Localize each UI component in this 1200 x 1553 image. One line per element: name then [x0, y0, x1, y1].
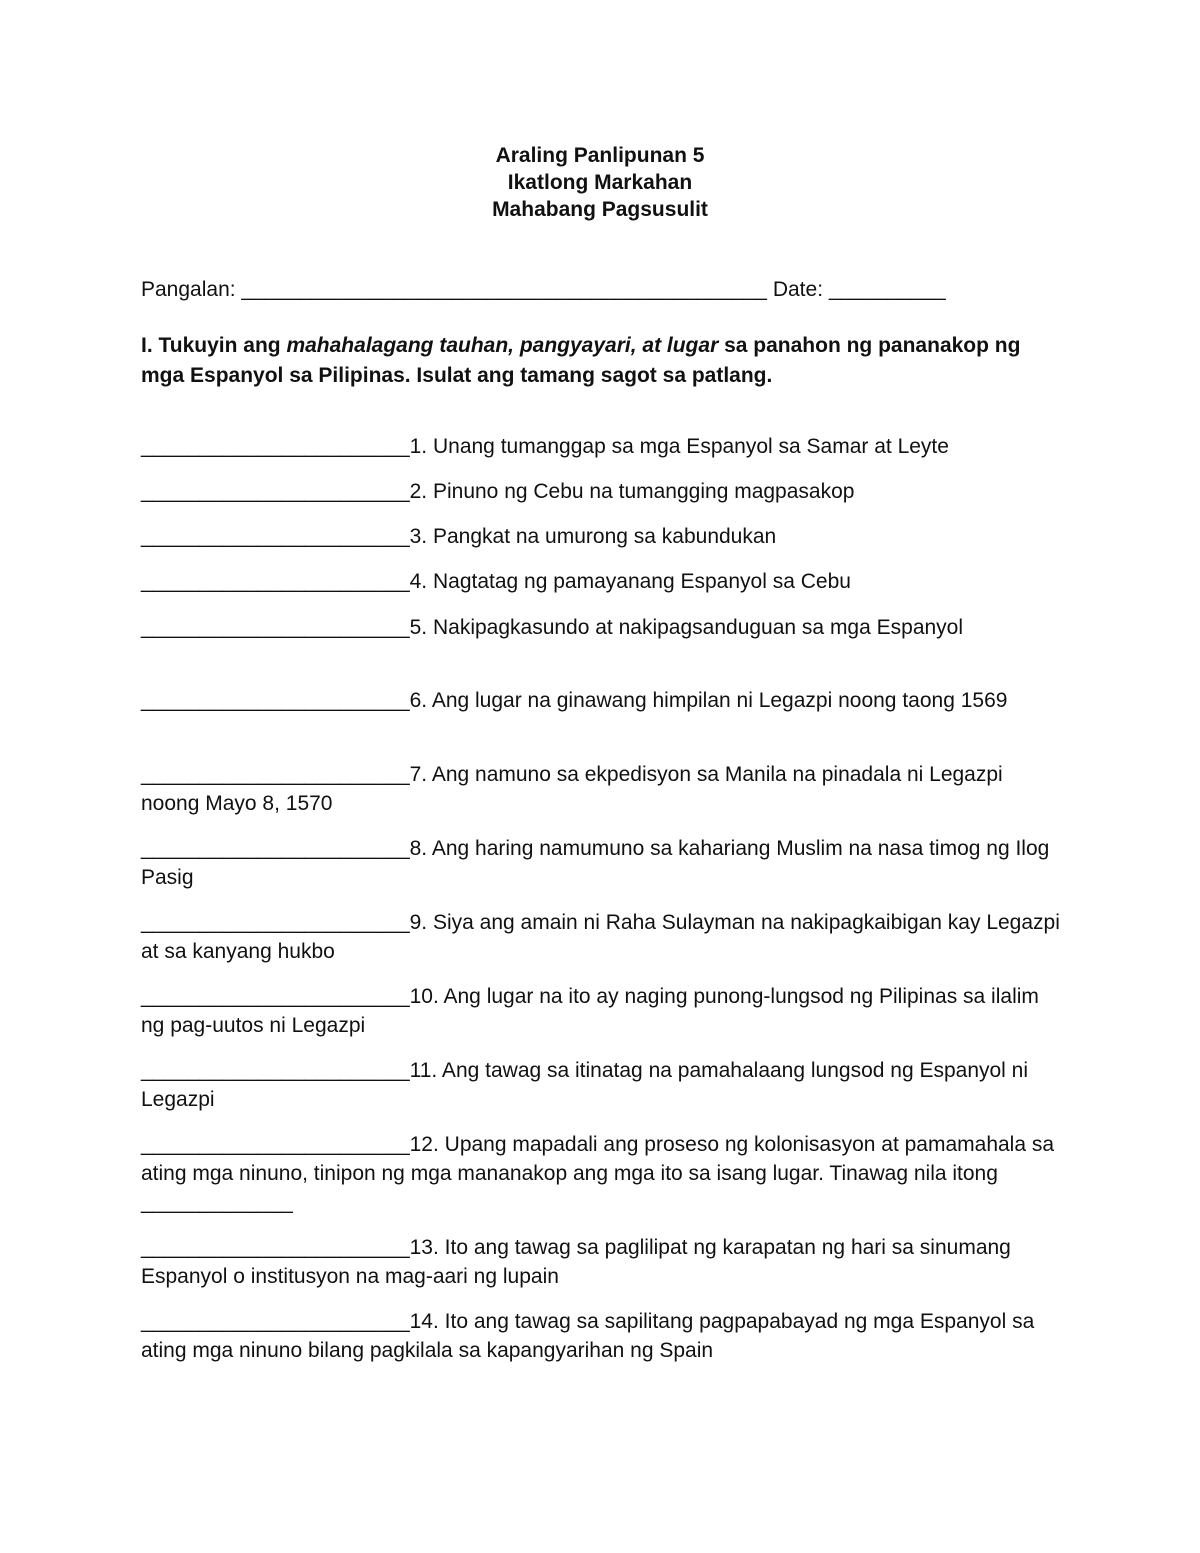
question-item: [141, 834, 1066, 892]
question-item: [141, 613, 1066, 642]
answer-blank[interactable]: _______________________: [141, 911, 410, 934]
answer-blank[interactable]: _______________________: [141, 985, 410, 1008]
question-text: 3. Pangkat na umurong sa kabundukan: [409, 525, 777, 548]
question-text: 11. Ang tawag sa itinatag na pamahalaang lungsod ng Espanyol ni Legazpi: [141, 1059, 1029, 1111]
quarter-title: Ikatlong Markahan: [507, 171, 693, 194]
worksheet-header: [0, 142, 1200, 223]
question-text: 12. Upang mapadali ang proseso ng kolonisasyon at pamamahala sa ating mga ninuno, tinipon ng mga mananakop ang mga ito sa isang lugar. Tinawag nila itong _____________: [141, 1133, 1055, 1214]
question-item: [141, 1056, 1066, 1114]
name-field[interactable]: _____________________________________________: [241, 278, 767, 301]
question-text: 10. Ang lugar na ito ay naging punong-lungsod ng Pilipinas sa ilalim ng pag-uutos ni Legazpi: [141, 985, 1039, 1037]
answer-blank[interactable]: _______________________: [141, 480, 410, 503]
date-label: Date:: [767, 278, 829, 301]
question-text: 2. Pinuno ng Cebu na tumangging magpasakop: [409, 480, 855, 503]
answer-blank[interactable]: _______________________: [141, 616, 410, 639]
question-text: 4. Nagtatag ng pamayanang Espanyol sa Cebu: [409, 570, 851, 593]
name-label: Pangalan:: [141, 278, 242, 301]
question-item: [141, 432, 1066, 461]
date-field[interactable]: __________: [828, 278, 946, 301]
answer-blank[interactable]: _______________________: [141, 570, 410, 593]
question-text: 5. Nakipagkasundo at nakipagsanduguan sa mga Espanyol: [409, 616, 964, 639]
question-text: 13. Ito ang tawag sa paglilipat ng karapatan ng hari sa sinumang Espanyol o institusyon na mag-aari ng lupain: [141, 1236, 1011, 1288]
question-item: [141, 1233, 1066, 1291]
answer-blank[interactable]: _______________________: [141, 1133, 410, 1156]
exam-title: Mahabang Pagsusulit: [492, 198, 708, 221]
answer-blank[interactable]: _______________________: [141, 525, 410, 548]
answer-blank[interactable]: _______________________: [141, 435, 410, 458]
question-item: [141, 686, 1066, 715]
answer-blank[interactable]: _______________________: [141, 1236, 410, 1259]
answer-blank[interactable]: _______________________: [141, 837, 410, 860]
instructions-part2: sa panahon ng pananakop ng mga Espanyol sa Pilipinas. Isulat ang tamang sagot sa patlang.: [141, 334, 1021, 387]
question-item: [141, 908, 1066, 966]
subject-title: Araling Panlipunan 5: [495, 144, 705, 167]
answer-blank[interactable]: _______________________: [141, 689, 410, 712]
instructions: [141, 331, 1061, 391]
answer-blank[interactable]: _______________________: [141, 1059, 410, 1082]
question-item: [141, 1130, 1066, 1217]
instructions-part1: I. Tukuyin ang: [141, 334, 287, 357]
question-item: [141, 477, 1066, 506]
question-item: [141, 522, 1066, 551]
question-text: 6. Ang lugar na ginawang himpilan ni Legazpi noong taong 1569: [409, 689, 1008, 712]
answer-blank[interactable]: _______________________: [141, 1310, 410, 1333]
answer-blank[interactable]: _______________________: [141, 763, 410, 786]
question-item: [141, 567, 1066, 596]
question-text: 1. Unang tumanggap sa mga Espanyol sa Samar at Leyte: [409, 435, 949, 458]
question-text: 14. Ito ang tawag sa sapilitang pagpapabayad ng mga Espanyol sa ating mga ninuno bilang pagkilala sa kapangyarihan ng Spain: [141, 1310, 1035, 1362]
instructions-emphasis: mahahalagang tauhan, pangyayari, at lugar: [286, 334, 719, 357]
name-date-line: [141, 278, 1061, 302]
question-text: 9. Siya ang amain ni Raha Sulayman na nakipagkaibigan kay Legazpi at sa kanyang hukbo: [141, 911, 1060, 963]
question-text: 7. Ang namuno sa ekpedisyon sa Manila na pinadala ni Legazpi noong Mayo 8, 1570: [141, 763, 1003, 815]
question-text: 8. Ang haring namumuno sa kahariang Muslim na nasa timog ng Ilog Pasig: [141, 837, 1050, 889]
question-item: [141, 982, 1066, 1040]
question-item: [141, 1307, 1066, 1365]
question-item: [141, 760, 1066, 818]
